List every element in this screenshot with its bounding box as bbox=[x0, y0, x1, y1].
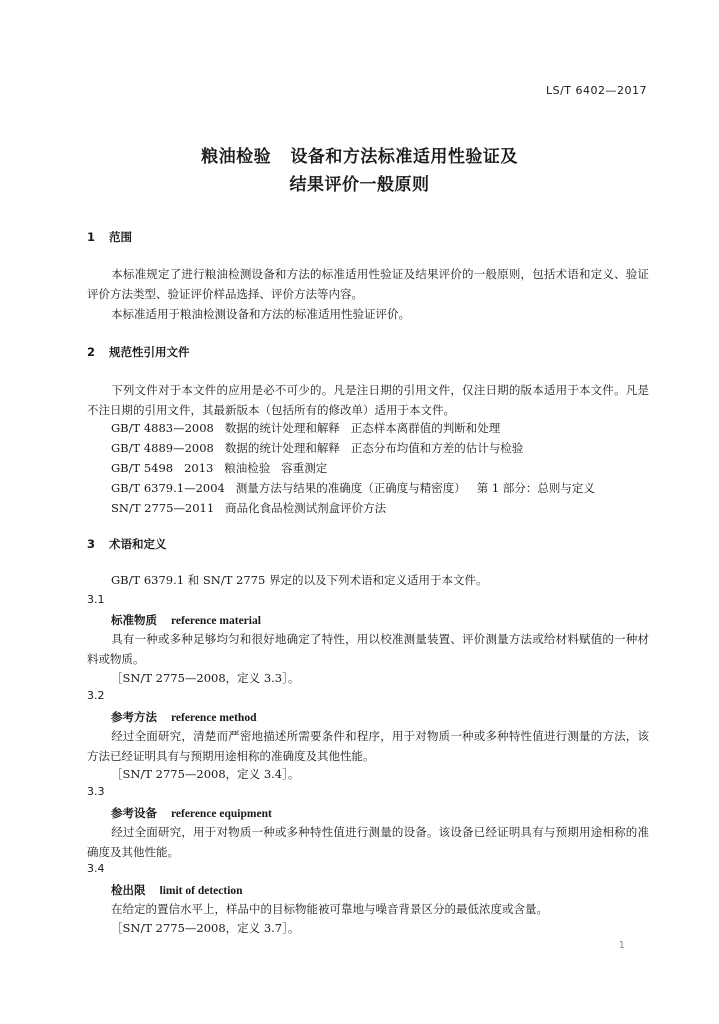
term-heading bbox=[111, 612, 261, 628]
term-number: 3.4 bbox=[87, 862, 105, 875]
term-heading bbox=[111, 709, 256, 725]
normative-references-intro: 下列文件对于本文件的应用是必不可少的。凡是注日期的引用文件，仅注日期的版本适用于本文件。凡是不注日期的引用文件，其最新版本（包括所有的修改单）适用于本文件。 bbox=[87, 383, 649, 417]
term-heading bbox=[111, 805, 272, 821]
scope-paragraph-1: 本标准规定了进行粮油检测设备和方法的标准适用性验证及结果评价的一般原则，包括术语和定义、验证评价方法类型、验证评价样品选择、评价方法等内容。 bbox=[87, 267, 649, 301]
term-source: ［SN/T 2775—2008，定义 3.7］。 bbox=[111, 921, 300, 935]
section-1-heading bbox=[87, 229, 132, 245]
title-line-1: 粮油检验 设备和方法标准适用性验证及 bbox=[201, 147, 518, 167]
term-definition: 在给定的置信水平上，样品中的目标物能被可靠地与噪音背景区分的最低浓度或含量。 bbox=[111, 902, 548, 916]
term-zh: 参考设备 bbox=[111, 806, 157, 820]
section-number: 3 bbox=[87, 537, 96, 551]
term-en: limit of detection bbox=[159, 885, 243, 897]
term-number: 3.3 bbox=[87, 785, 105, 798]
term-en: reference method bbox=[171, 712, 257, 724]
reference-item: GB/T 5498 2013 粮油检验 容重测定 bbox=[111, 461, 328, 475]
term-zh: 标准物质 bbox=[111, 613, 157, 627]
section-title: 术语和定义 bbox=[109, 537, 167, 551]
section-3-heading bbox=[87, 536, 167, 552]
section-title: 范围 bbox=[109, 230, 132, 244]
document-title bbox=[0, 143, 719, 199]
document-code: LS/T 6402—2017 bbox=[545, 84, 647, 97]
title-line-2: 结果评价一般原则 bbox=[289, 175, 430, 195]
section-2-heading bbox=[87, 344, 190, 360]
reference-item: SN/T 2775—2011 商品化食品检测试剂盒评价方法 bbox=[111, 501, 387, 515]
page-number: 1 bbox=[618, 940, 625, 951]
section-number: 1 bbox=[87, 230, 96, 244]
term-definition: 具有一种或多种足够均匀和很好地确定了特性，用以校准测量装置、评价测量方法或给材料赋值的一种材料或物质。 bbox=[87, 632, 649, 666]
section-number: 2 bbox=[87, 345, 96, 359]
term-definition: 经过全面研究，清楚而严密地描述所需要条件和程序，用于对物质一种或多种特性值进行测量的方法，该方法已经证明具有与预期用途相称的准确度及其他性能。 bbox=[87, 729, 649, 763]
term-number: 3.1 bbox=[87, 593, 105, 606]
term-en: reference equipment bbox=[171, 808, 272, 820]
term-en: reference material bbox=[171, 615, 261, 627]
term-number: 3.2 bbox=[87, 689, 105, 702]
term-source: ［SN/T 2775—2008，定义 3.4］。 bbox=[111, 767, 300, 781]
reference-item: GB/T 4889—2008 数据的统计处理和解释 正态分布均值和方差的估计与检验 bbox=[111, 441, 524, 455]
reference-item: GB/T 4883—2008 数据的统计处理和解释 正态样本离群值的判断和处理 bbox=[111, 421, 501, 435]
terms-intro: GB/T 6379.1 和 SN/T 2775 界定的以及下列术语和定义适用于本文件。 bbox=[111, 573, 488, 587]
reference-item: GB/T 6379.1—2004 测量方法与结果的准确度（正确度与精密度） 第 1 部分：总则与定义 bbox=[111, 481, 595, 495]
term-zh: 检出限 bbox=[111, 883, 146, 897]
section-title: 规范性引用文件 bbox=[109, 345, 190, 359]
term-definition: 经过全面研究，用于对物质一种或多种特性值进行测量的设备。该设备已经证明具有与预期用途相称的准确度及其他性能。 bbox=[87, 825, 649, 859]
term-zh: 参考方法 bbox=[111, 710, 157, 724]
term-source: ［SN/T 2775—2008，定义 3.3］。 bbox=[111, 671, 300, 685]
scope-paragraph-2: 本标准适用于粮油检测设备和方法的标准适用性验证评价。 bbox=[111, 307, 410, 321]
term-heading bbox=[111, 882, 243, 898]
